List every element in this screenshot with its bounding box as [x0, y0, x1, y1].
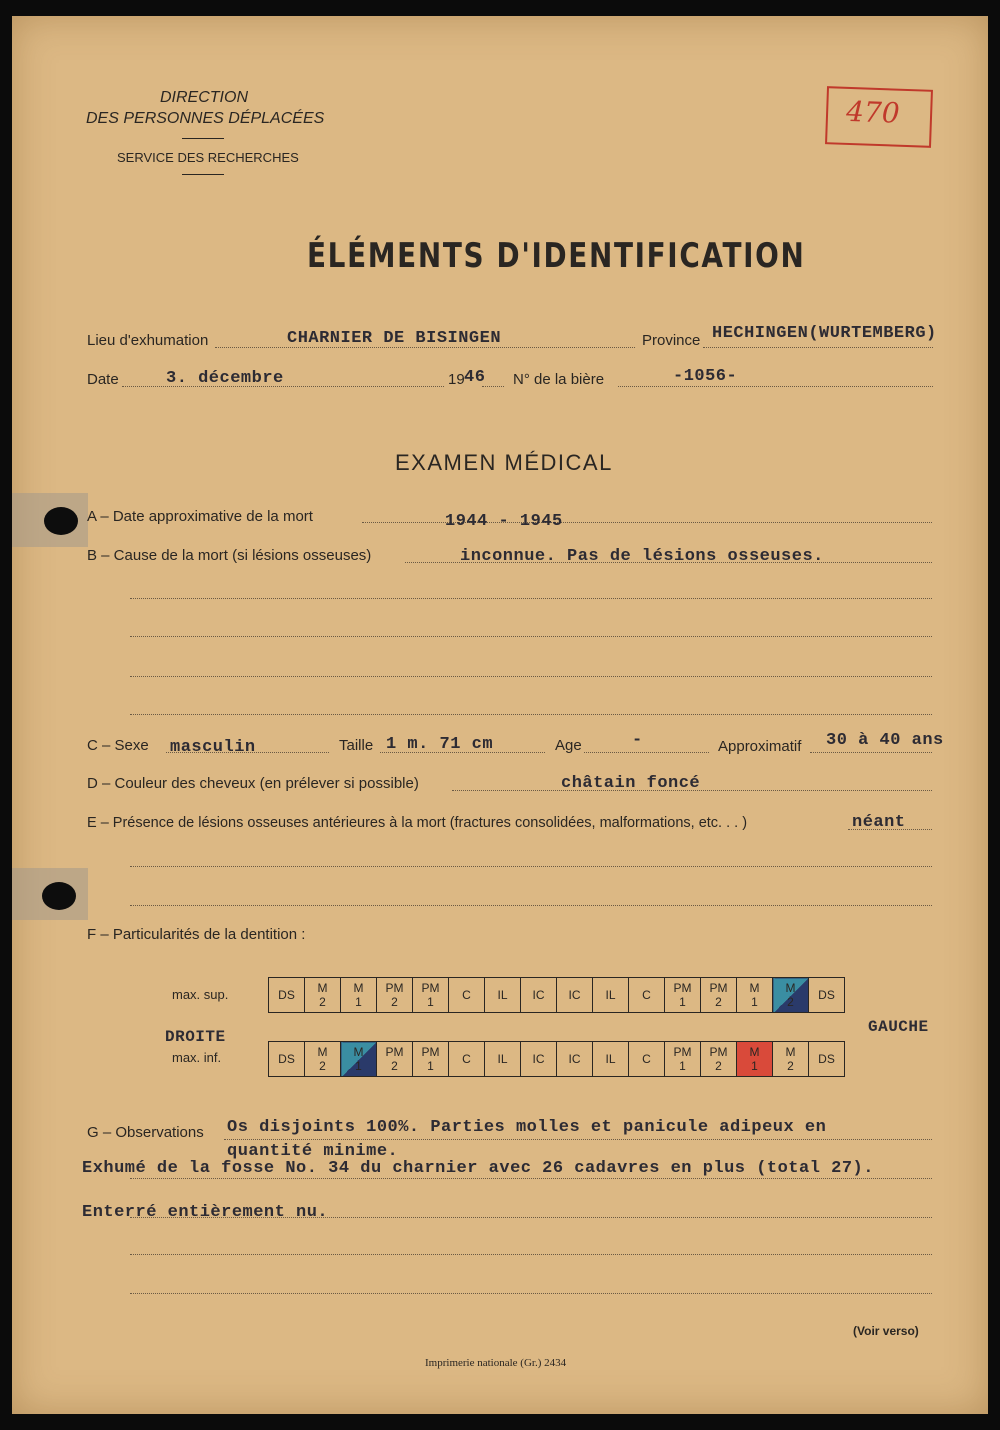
upper-tooth-16: [809, 978, 845, 1013]
lower-tooth-3: [341, 1042, 377, 1077]
tooth-type: PM: [709, 1045, 728, 1059]
b-extra-line-1: [130, 598, 932, 599]
approx-value: 30 à 40 ans: [826, 731, 944, 750]
lower-tooth-7: [485, 1042, 521, 1077]
tooth-number: 1: [751, 1059, 758, 1073]
tooth-type: DS: [818, 988, 835, 1002]
taille-label: Taille: [339, 737, 374, 754]
obs-line-2-rule: [130, 1178, 932, 1179]
tooth-type: C: [642, 1052, 651, 1066]
upper-tooth-5: [413, 978, 449, 1013]
tooth-number: 2: [319, 1059, 326, 1073]
upper-tooth-6: [449, 978, 485, 1013]
tooth-type: PM: [421, 1045, 440, 1059]
lower-tooth-8: [521, 1042, 557, 1077]
tooth-type: IC: [532, 1052, 545, 1066]
b-extra-line-3: [130, 676, 932, 677]
tooth-type: M: [785, 1045, 796, 1059]
tooth-number: 1: [679, 995, 686, 1009]
header-rule-1: [182, 138, 224, 139]
age-value: -: [632, 731, 643, 750]
lower-tooth-4: [377, 1042, 413, 1077]
obs-extra-line-1: [130, 1254, 932, 1255]
tooth-type: IL: [605, 1052, 616, 1066]
e-value: néant: [852, 813, 906, 832]
tooth-type: C: [462, 1052, 471, 1066]
b-value: inconnue. Pas de lésions osseuses.: [460, 547, 824, 566]
biere-label: N° de la bière: [513, 371, 605, 388]
obs-line-3-rule: [130, 1217, 932, 1218]
upper-tooth-13: [701, 978, 737, 1013]
tooth-type: PM: [673, 981, 692, 995]
province-label: Province: [642, 332, 701, 349]
tooth-number: 2: [715, 995, 722, 1009]
tooth-number: 2: [787, 1059, 794, 1073]
tooth-number: 2: [319, 995, 326, 1009]
sexe-value: masculin: [170, 738, 256, 757]
header-service: SERVICE DES RECHERCHES: [117, 150, 299, 165]
max-inf-label: max. inf.: [172, 1050, 222, 1065]
year-prefix: 19: [448, 371, 465, 388]
tooth-type: PM: [385, 981, 404, 995]
a-value: 1944 - 1945: [445, 512, 563, 531]
tooth-type: DS: [278, 1052, 295, 1066]
d-label: D – Couleur des cheveux (en prélever si possible): [87, 775, 419, 792]
tooth-type: M: [317, 1045, 328, 1059]
tooth-type: M: [749, 1045, 760, 1059]
lower-tooth-10: [593, 1042, 629, 1077]
approx-label: Approximatif: [718, 738, 802, 755]
tooth-number: 2: [715, 1059, 722, 1073]
lower-tooth-2: [305, 1042, 341, 1077]
tooth-type: M: [353, 1045, 364, 1059]
page-title: ÉLÉMENTS D'IDENTIFICATION: [307, 236, 806, 276]
obs-line-1: Os disjoints 100%. Parties molles et panicule adipeux en: [227, 1118, 827, 1137]
tooth-number: 1: [427, 995, 434, 1009]
tooth-type: M: [353, 981, 364, 995]
a-label: A – Date approximative de la mort: [87, 508, 313, 525]
tooth-type: C: [642, 988, 651, 1002]
biere-line: [618, 386, 933, 387]
upper-tooth-10: [593, 978, 629, 1013]
upper-tooth-4: [377, 978, 413, 1013]
obs-line-2: Exhumé de la fosse No. 34 du charnier avec 26 cadavres en plus (total 27).: [82, 1159, 874, 1178]
upper-tooth-12: [665, 978, 701, 1013]
section-title: EXAMEN MÉDICAL: [395, 450, 613, 475]
upper-tooth-9: [557, 978, 593, 1013]
province-line: [703, 347, 933, 348]
lower-tooth-16: [809, 1042, 845, 1077]
tooth-type: IL: [497, 988, 508, 1002]
upper-teeth-chart: [268, 977, 845, 1013]
lower-tooth-5: [413, 1042, 449, 1077]
approx-line: [810, 752, 932, 753]
obs-extra-line-2: [130, 1293, 932, 1294]
g-label: G – Observations: [87, 1124, 204, 1141]
age-label: Age: [555, 737, 582, 754]
lower-teeth-chart: [268, 1041, 845, 1077]
obs-line-3: Enterré entièrement nu.: [82, 1203, 329, 1222]
upper-tooth-11: [629, 978, 665, 1013]
b-extra-line-4: [130, 714, 932, 715]
e-extra-line-1: [130, 866, 932, 867]
lower-tooth-6: [449, 1042, 485, 1077]
tooth-type: C: [462, 988, 471, 1002]
biere-value: -1056-: [673, 367, 738, 386]
lower-tooth-9: [557, 1042, 593, 1077]
tooth-type: IC: [568, 988, 581, 1002]
tooth-type: DS: [278, 988, 295, 1002]
tooth-type: IL: [605, 988, 616, 1002]
lower-tooth-11: [629, 1042, 665, 1077]
b-label: B – Cause de la mort (si lésions osseuses): [87, 547, 372, 564]
tooth-type: PM: [673, 1045, 692, 1059]
tooth-number: 2: [391, 1059, 398, 1073]
age-line: [584, 752, 709, 753]
obs-line-1b: quantité minime.: [227, 1142, 399, 1161]
tooth-type: IC: [568, 1052, 581, 1066]
file-number-stamp: [825, 86, 933, 148]
year-line: [482, 386, 504, 387]
f-label: F – Particularités de la dentition :: [87, 926, 306, 943]
file-number: 470: [845, 94, 901, 130]
lower-tooth-15: [773, 1042, 809, 1077]
tooth-type: DS: [818, 1052, 835, 1066]
e-extra-line-2: [130, 905, 932, 906]
c-sexe-label: C – Sexe: [87, 737, 149, 754]
upper-tooth-7: [485, 978, 521, 1013]
province-value: HECHINGEN(WURTEMBERG): [712, 324, 937, 343]
tooth-number: 1: [751, 995, 758, 1009]
tooth-type: IL: [497, 1052, 508, 1066]
lower-tooth-12: [665, 1042, 701, 1077]
lower-tooth-13: [701, 1042, 737, 1077]
date-value: 3. décembre: [166, 369, 284, 388]
tooth-type: M: [785, 981, 796, 995]
punch-hole-bottom: [42, 882, 76, 910]
tooth-number: 1: [679, 1059, 686, 1073]
tooth-number: 2: [787, 995, 794, 1009]
upper-tooth-15: [773, 978, 809, 1013]
tooth-number: 1: [427, 1059, 434, 1073]
taille-value: 1 m. 71 cm: [386, 735, 494, 754]
upper-tooth-2: [305, 978, 341, 1013]
upper-tooth-8: [521, 978, 557, 1013]
tooth-number: 2: [391, 995, 398, 1009]
tooth-type: M: [749, 981, 760, 995]
punch-hole-top: [44, 507, 78, 535]
lower-tooth-14: [737, 1042, 773, 1077]
gauche-label: GAUCHE: [868, 1018, 929, 1036]
header-personnes-deplacees: DES PERSONNES DÉPLACÉES: [86, 110, 325, 127]
tooth-type: PM: [421, 981, 440, 995]
upper-tooth-3: [341, 978, 377, 1013]
year-value: 46: [464, 368, 486, 387]
tooth-type: PM: [709, 981, 728, 995]
upper-tooth-14: [737, 978, 773, 1013]
droite-label: DROITE: [165, 1028, 226, 1046]
lower-tooth-1: [269, 1042, 305, 1077]
b-extra-line-2: [130, 636, 932, 637]
upper-tooth-1: [269, 978, 305, 1013]
d-value: châtain foncé: [561, 774, 701, 793]
tooth-type: M: [317, 981, 328, 995]
header-direction: DIRECTION: [160, 89, 248, 106]
tooth-type: PM: [385, 1045, 404, 1059]
max-sup-label: max. sup.: [172, 987, 229, 1002]
imprint: Imprimerie nationale (Gr.) 2434: [425, 1357, 567, 1369]
tooth-number: 1: [355, 1059, 362, 1073]
header-rule-2: [182, 174, 224, 175]
lieu-value: CHARNIER DE BISINGEN: [287, 329, 502, 348]
lieu-label: Lieu d'exhumation: [87, 332, 209, 349]
tooth-number: 1: [355, 995, 362, 1009]
date-label: Date: [87, 371, 119, 388]
g-line: [224, 1139, 932, 1140]
voir-verso: (Voir verso): [853, 1324, 919, 1338]
tooth-type: IC: [532, 988, 545, 1002]
e-label: E – Présence de lésions osseuses antérieures à la mort (fractures consolidées, malformations, etc. . . ): [87, 815, 748, 831]
